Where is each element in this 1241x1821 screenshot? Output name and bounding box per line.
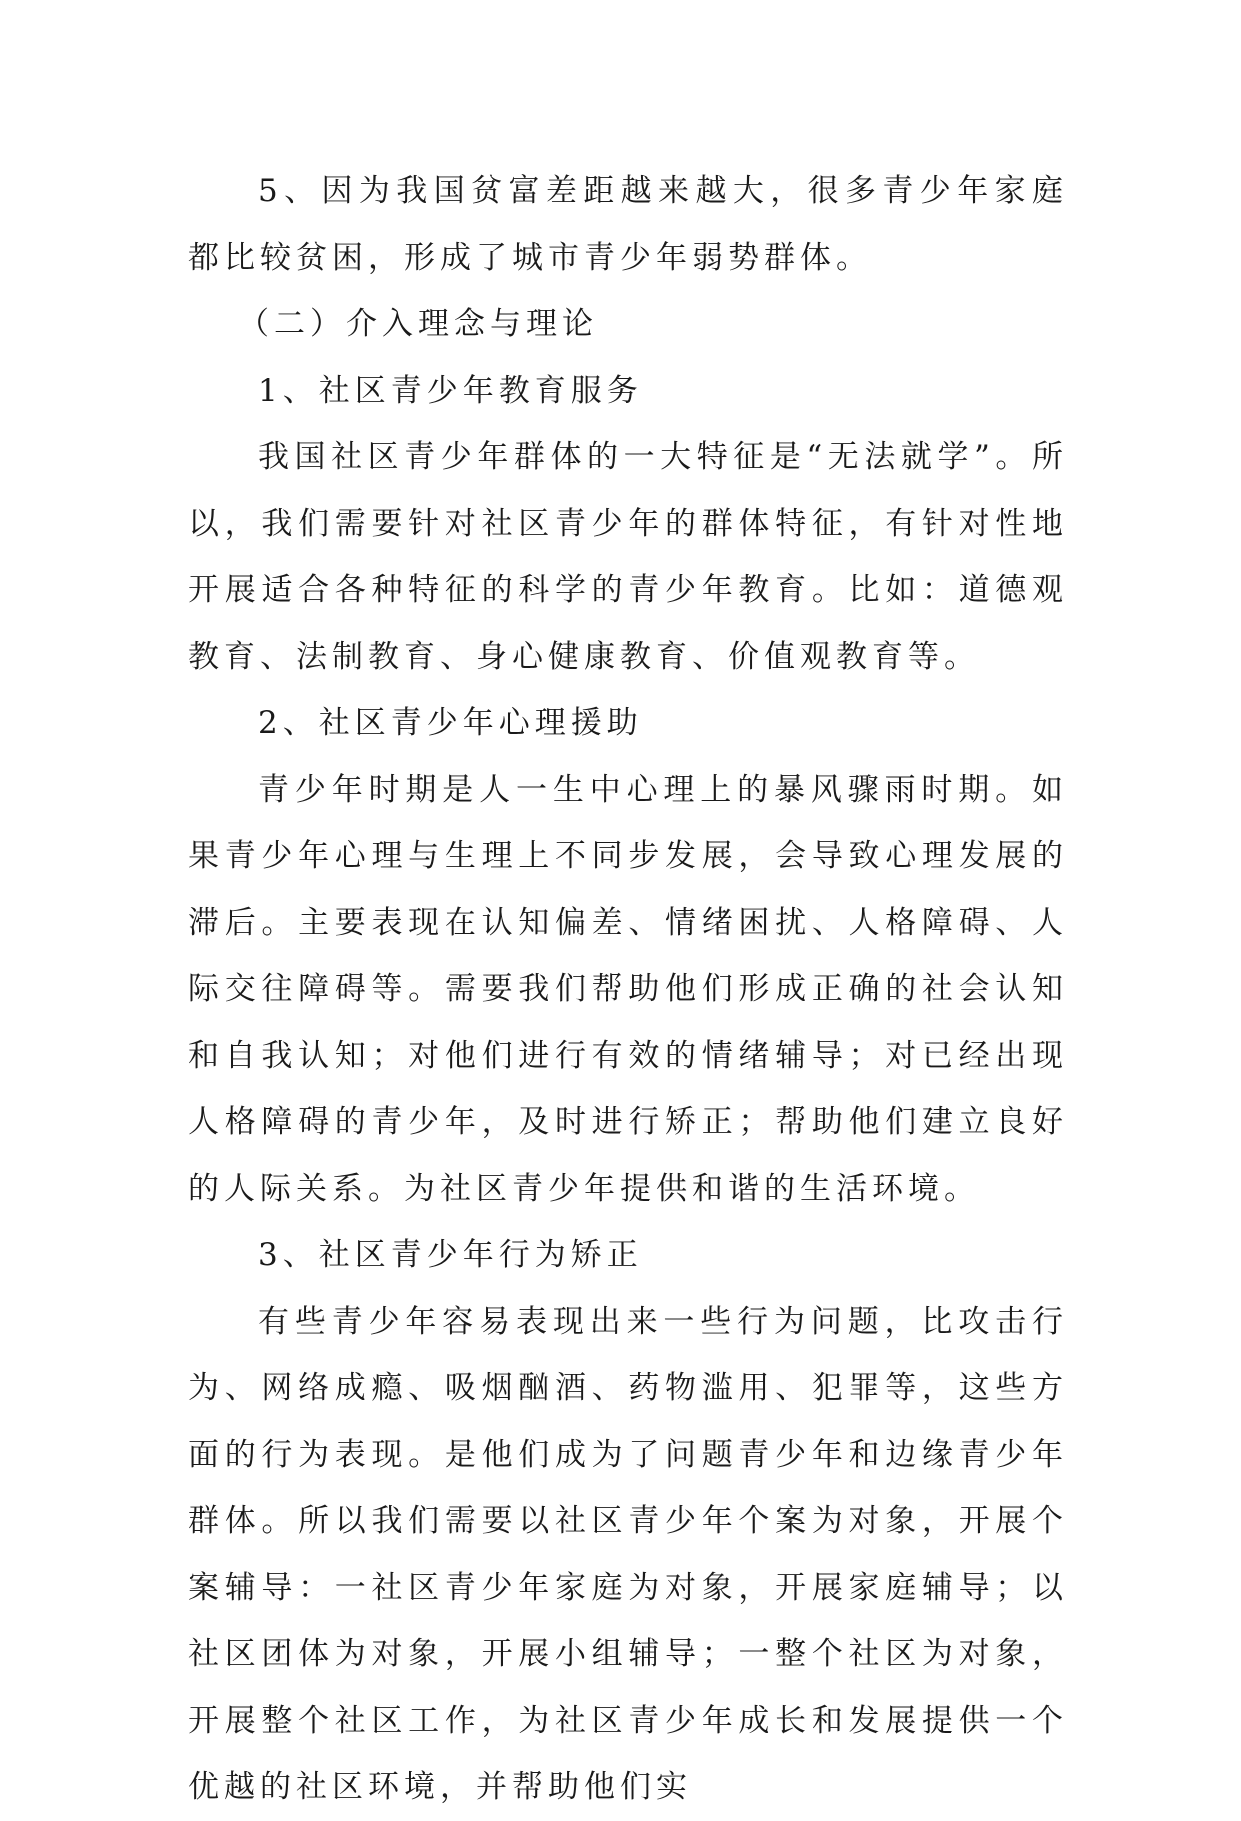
- subheading-behavior-correction: 3、社区青少年行为矫正: [258, 1237, 643, 1273]
- paragraph-psychology: 青少年时期是人一生中心理上的暴风骤雨时期。如果青少年心理与生理上不同步发展，会导致心理发展的滞后。主要表现在认知偏差、情绪困扰、人格障碍、人际交往障碍等。需要我们帮助他们形成正确的社会认知和自我认知；对他们进行有效的情绪辅导；对已经出现人格障碍的青少年，及时进行矫正；帮助他们建立良好的人际关系。为社区青少年提供和谐的生活环境。: [188, 771, 1068, 1207]
- paragraph-poverty: 5、因为我国贫富差距越来越大，很多青少年家庭都比较贫困，形成了城市青少年弱势群体。: [188, 173, 1068, 276]
- document-body: [188, 158, 1068, 1821]
- paragraph-behavior: 有些青少年容易表现出来一些行为问题，比攻击行为、网络成瘾、吸烟酗酒、药物滥用、犯罪等，这些方面的行为表现。是他们成为了问题青少年和边缘青少年群体。所以我们需要以社区青少年个案为对象，开展个案辅导：一社区青少年家庭为对象，开展家庭辅导；以社区团体为对象，开展小组辅导；一整个社区为对象，开展整个社区工作，为社区青少年成长和发展提供一个优越的社区环境，并帮助他们实: [188, 1303, 1068, 1805]
- subheading-psychological-aid: 2、社区青少年心理援助: [258, 705, 643, 741]
- section-heading-intervention: （二）介入理念与理论: [238, 306, 598, 342]
- subheading-education-service: 1、社区青少年教育服务: [258, 372, 643, 409]
- paragraph-education: 我国社区青少年群体的一大特征是“无法就学”。所以，我们需要针对社区青少年的群体特征，有针对性地开展适合各种特征的科学的青少年教育。比如：道德观教育、法制教育、身心健康教育、价值观教育等。: [188, 439, 1068, 675]
